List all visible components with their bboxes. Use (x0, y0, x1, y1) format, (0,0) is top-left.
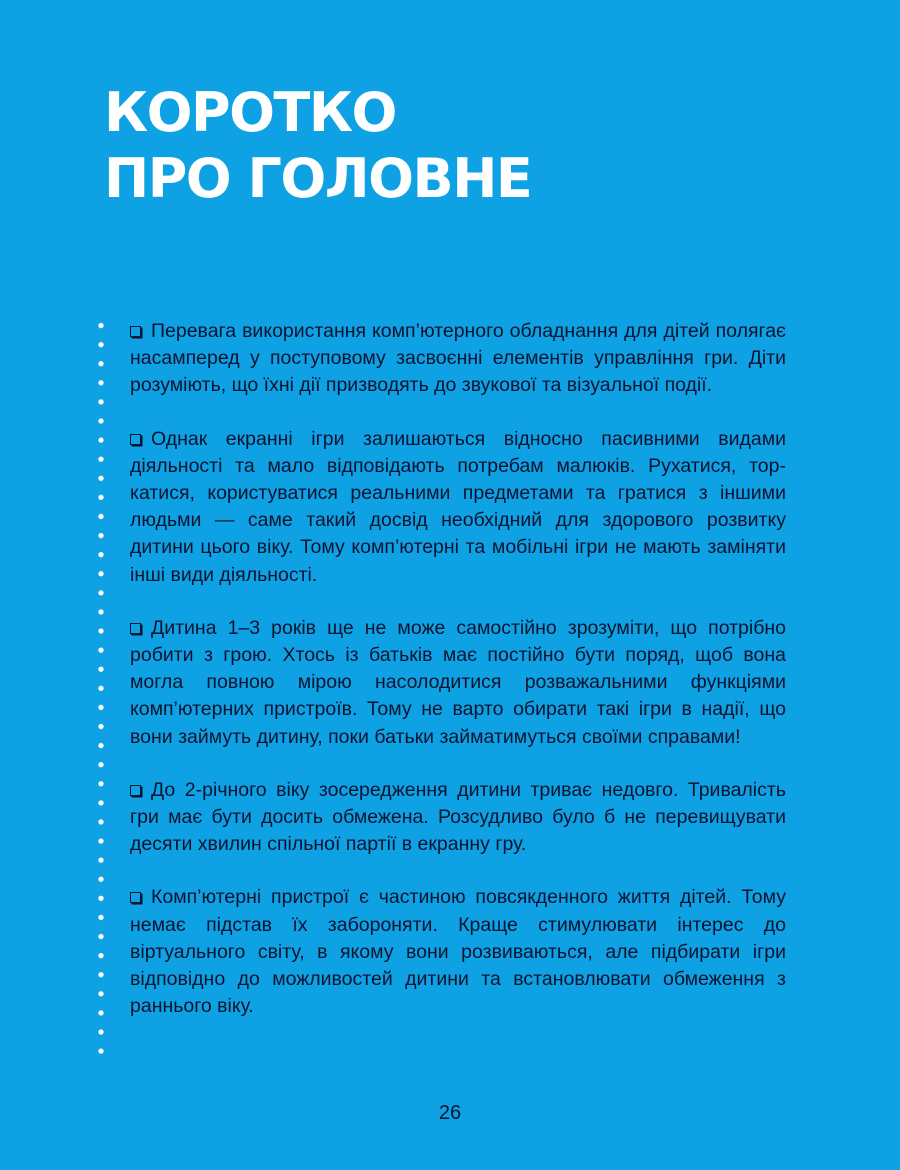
summary-list (130, 318, 786, 1046)
checkbox-bullet-icon (130, 326, 141, 337)
page-number: 26 (438, 1102, 462, 1124)
title-line-2: ПРО ГОЛОВНЕ (104, 147, 532, 210)
list-item-text: Однак екранні ігри залишаються відносно пасивними видами діяльності та мало відповідають потребам малюків. Рухатися, торкатися, користуватися реальними предметами та гратися з іншими людьми — саме такий досвід необхідний для здорового розвитку дитини цього віку. Тому комп’ютерні та мобільні ігри не мають заміняти інші види діяльності. (130, 427, 786, 586)
dotted-margin-line (97, 316, 105, 1060)
list-item-text: Перевага використання комп’ютерного обладнання для дітей полягає насамперед у поступовому засвоєнні елементів управління гри. Діти розуміють, що їхні дії призводять до звукової та візуальної події. (130, 320, 786, 397)
page-title (104, 80, 531, 212)
list-item-text: До 2-річного віку зосередження дитини триває недовго. Тривалість гри має бути досить обмежена. Розсудливо було б не перевищувати десяти хвилин спільної партії в екранну гру. (130, 778, 786, 856)
checkbox-bullet-icon (130, 434, 141, 445)
list-item (130, 884, 786, 1020)
checkbox-bullet-icon (130, 785, 141, 796)
list-item-text: Дитина 1–3 років ще не може самостійно зрозуміти, що потрібно робити з грою. Хтось із батьків має постійно бути поряд, щоб вона могла повною мірою насолодитися розважальними функціями комп’ютерних пристроїв. Тому не варто обирати такі ігри в надії, що вони займуть дитину, поки батьки займатимуться своїми справами! (130, 616, 786, 748)
title-line-1: КОРОТКО (104, 81, 396, 144)
list-item-text: Комп’ютерні пристрої є частиною повсякденного життя дітей. Тому немає підстав їх забороняти. Краще стимулювати інтерес до віртуального світу, в якому вони розвиваються, але підбирати ігри відповідно до можливостей дитини та встановлювати обмеження з раннього віку. (130, 886, 786, 1018)
checkbox-bullet-icon (130, 892, 141, 903)
checkbox-bullet-icon (130, 623, 141, 634)
list-item (130, 318, 786, 400)
list-item (130, 777, 786, 859)
list-item (130, 615, 786, 751)
list-item (130, 426, 786, 589)
